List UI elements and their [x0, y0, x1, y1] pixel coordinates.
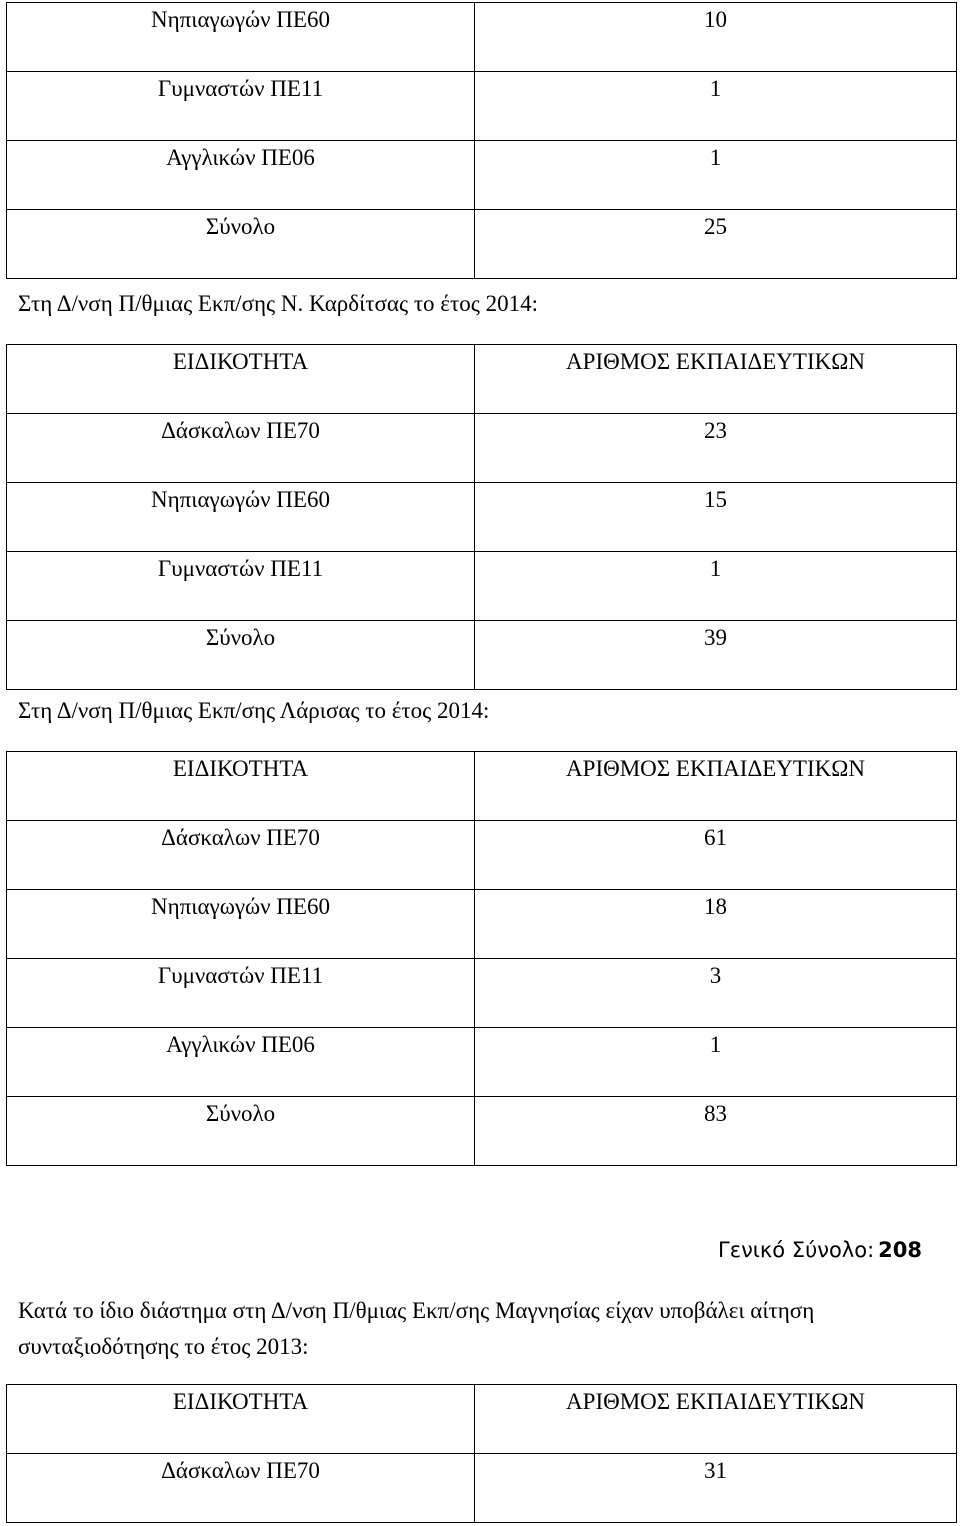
specialty-cell: Σύνολο: [7, 621, 475, 690]
count-cell: 31: [475, 1454, 957, 1523]
total-row: [7, 210, 957, 279]
header-count: ΑΡΙΘΜΟΣ ΕΚΠΑΙΔΕΥΤΙΚΩΝ: [475, 752, 957, 821]
table-header-row: [7, 752, 957, 821]
count-cell: 39: [475, 621, 957, 690]
caption-larisa: Στη Δ/νση Π/θμιας Εκπ/σης Λάρισας το έτος 2014:: [18, 698, 490, 723]
specialty-cell: Νηπιαγωγών ΠΕ60: [7, 3, 475, 72]
count-cell: 23: [475, 414, 957, 483]
specialty-cell: Γυμναστών ΠΕ11: [7, 552, 475, 621]
teachers-table-karditsa: [6, 344, 957, 690]
specialty-cell: Αγγλικών ΠΕ06: [7, 1028, 475, 1097]
count-cell: 18: [475, 890, 957, 959]
specialty-cell: Δάσκαλων ΠΕ70: [7, 1454, 475, 1523]
table-row: [7, 890, 957, 959]
count-cell: 83: [475, 1097, 957, 1166]
caption-karditsa: Στη Δ/νση Π/θμιας Εκπ/σης Ν. Καρδίτσας το έτος 2014:: [18, 291, 538, 316]
table-row: [7, 821, 957, 890]
count-cell: 3: [475, 959, 957, 1028]
count-cell: 1: [475, 141, 957, 210]
count-cell: 15: [475, 483, 957, 552]
table-row: [7, 1454, 957, 1523]
specialty-cell: Γυμναστών ΠΕ11: [7, 959, 475, 1028]
table-header-row: [7, 1385, 957, 1454]
specialty-cell: Αγγλικών ΠΕ06: [7, 141, 475, 210]
table-row: [7, 141, 957, 210]
specialty-cell: Δάσκαλων ΠΕ70: [7, 821, 475, 890]
grand-total: [718, 1238, 922, 1262]
specialty-cell: Νηπιαγωγών ΠΕ60: [7, 483, 475, 552]
specialty-cell: Νηπιαγωγών ΠΕ60: [7, 890, 475, 959]
header-count: ΑΡΙΘΜΟΣ ΕΚΠΑΙΔΕΥΤΙΚΩΝ: [475, 345, 957, 414]
count-cell: 25: [475, 210, 957, 279]
count-cell: 1: [475, 72, 957, 141]
paragraph-magnisia: Κατά το ίδιο διάστημα στη Δ/νση Π/θμιας Εκπ/σης Μαγνησίας είχαν υποβάλει αίτηση συνταξιοδότησης το έτος 2013:: [18, 1298, 815, 1359]
table-row: [7, 1028, 957, 1097]
grand-total-label: Γενικό Σύνολο:: [718, 1238, 875, 1262]
header-count: ΑΡΙΘΜΟΣ ΕΚΠΑΙΔΕΥΤΙΚΩΝ: [475, 1385, 957, 1454]
count-cell: 1: [475, 1028, 957, 1097]
table-row: [7, 483, 957, 552]
table-row: [7, 552, 957, 621]
specialty-cell: Σύνολο: [7, 1097, 475, 1166]
count-cell: 1: [475, 552, 957, 621]
count-cell: 61: [475, 821, 957, 890]
teachers-table-magnisia: [6, 1384, 957, 1523]
total-row: [7, 1097, 957, 1166]
total-row: [7, 621, 957, 690]
header-specialty: ΕΙΔΙΚΟΤΗΤΑ: [7, 752, 475, 821]
table-header-row: [7, 345, 957, 414]
table-row: [7, 72, 957, 141]
specialty-cell: Γυμναστών ΠΕ11: [7, 72, 475, 141]
table-row: [7, 959, 957, 1028]
specialty-cell: Δάσκαλων ΠΕ70: [7, 414, 475, 483]
table-row: [7, 414, 957, 483]
count-cell: 10: [475, 3, 957, 72]
header-specialty: ΕΙΔΙΚΟΤΗΤΑ: [7, 345, 475, 414]
teachers-table-previous: [6, 2, 957, 279]
specialty-cell: Σύνολο: [7, 210, 475, 279]
teachers-table-larisa: [6, 751, 957, 1166]
header-specialty: ΕΙΔΙΚΟΤΗΤΑ: [7, 1385, 475, 1454]
grand-total-value: 208: [878, 1238, 922, 1262]
table-row: [7, 3, 957, 72]
